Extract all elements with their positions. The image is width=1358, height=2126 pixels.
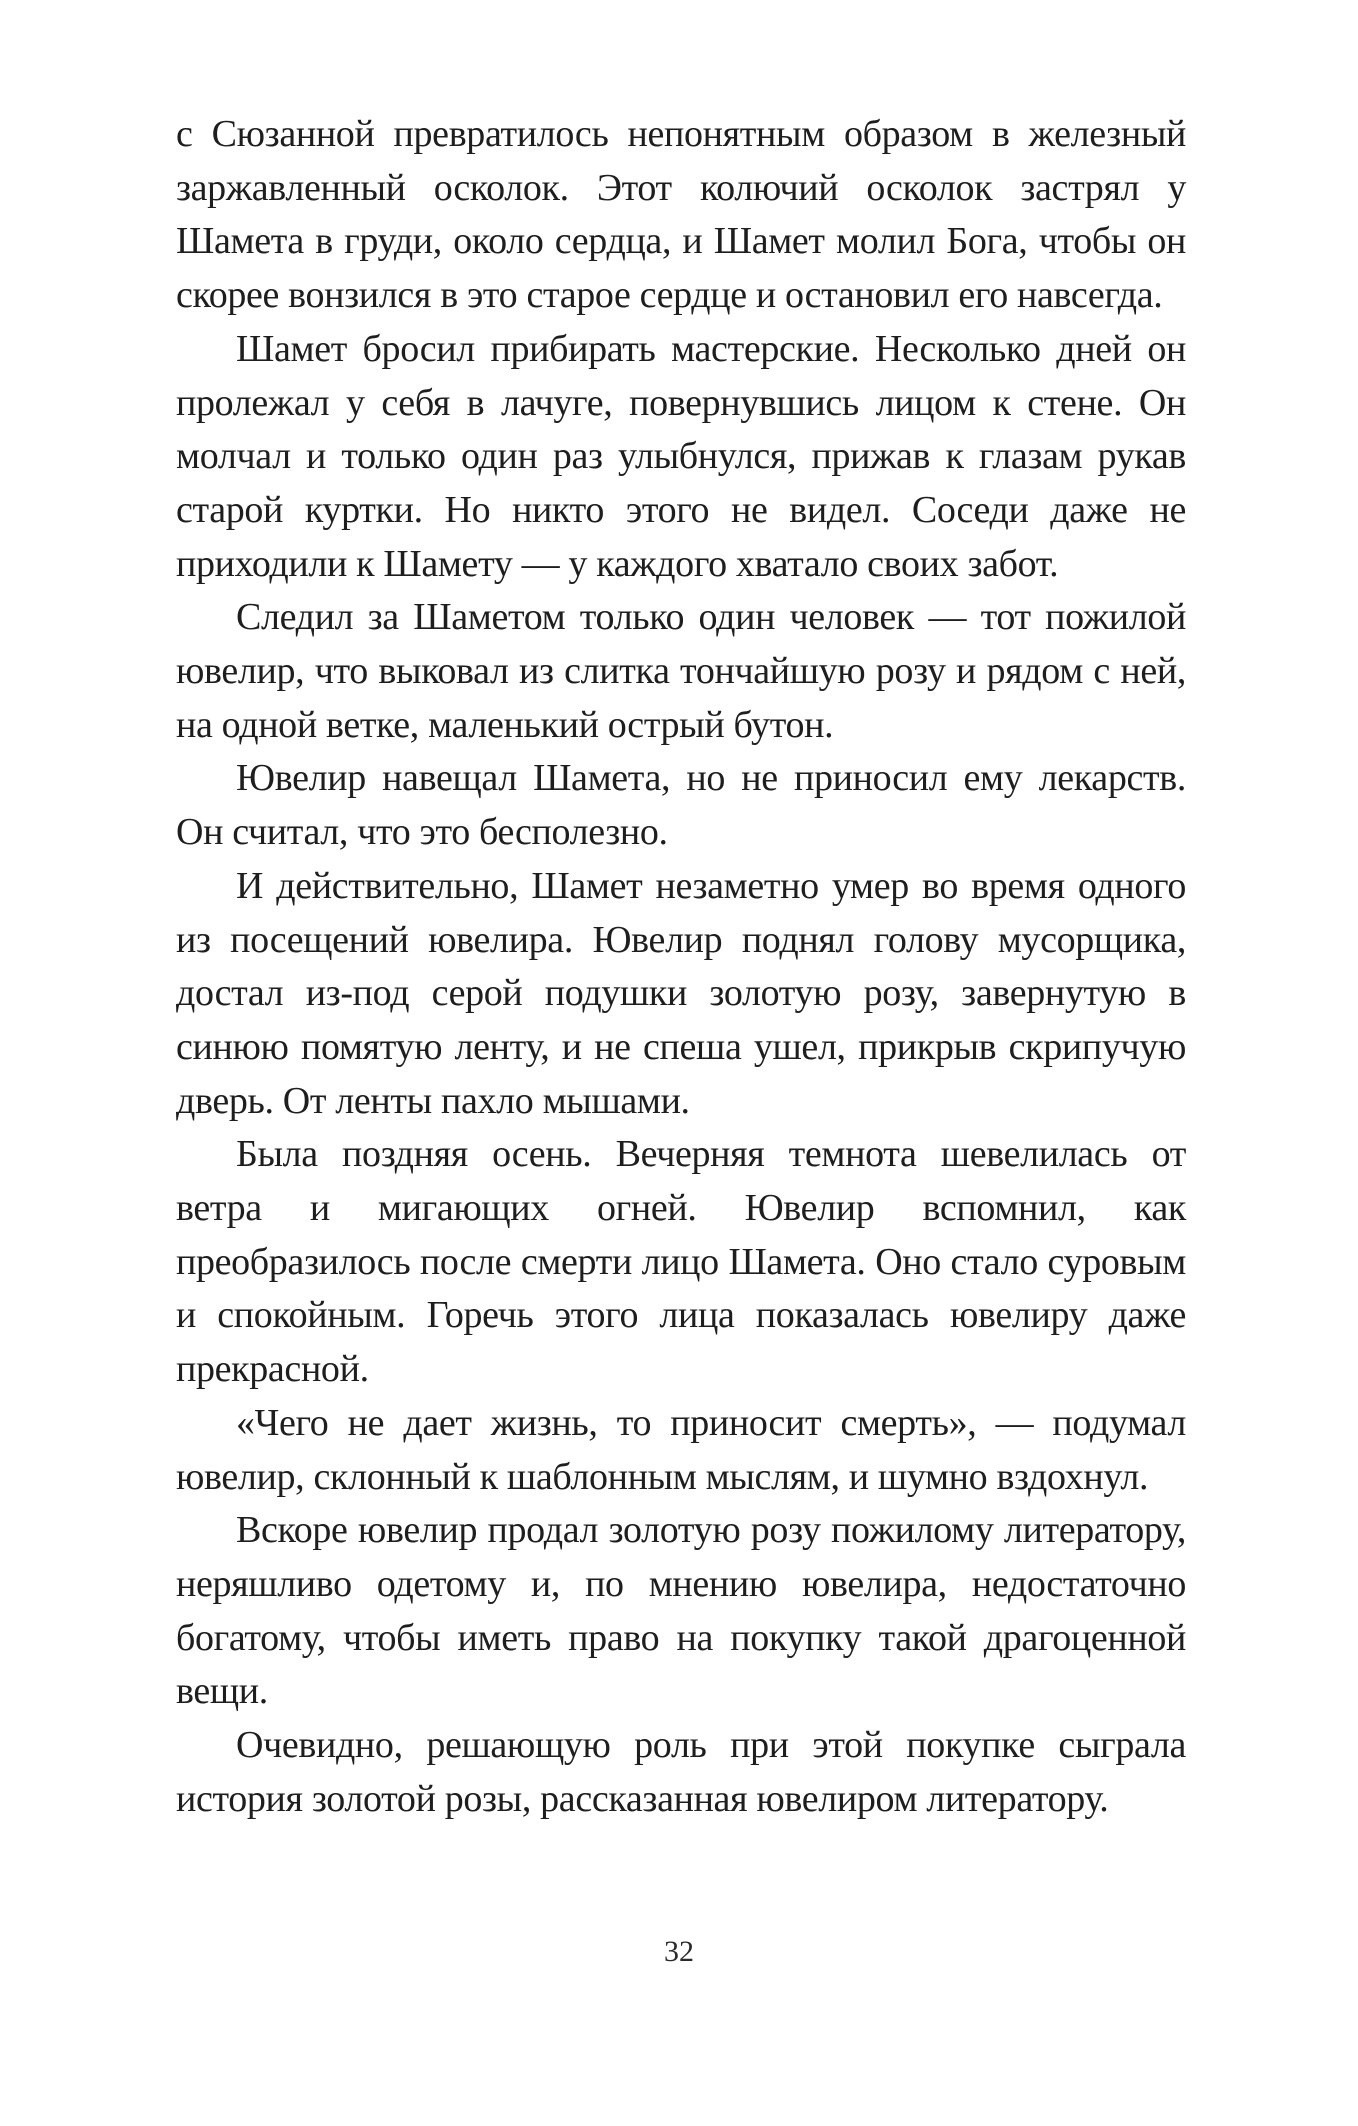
paragraph-5: И действительно, Шамет незаметно умер во время одного из посещений ювелира. Ювелир поднял голову мусорщика, достал из-под серой подушки золотую розу, завернутую в синюю помятую ленту, и не спеша ушел, прикрыв скрипучую дверь. От ленты пахло мышами. <box>176 864 1186 1122</box>
paragraph-4: Ювелир навещал Шамета, но не приносил ему лекарств. Он считал, что это бесполезно. <box>176 757 1186 854</box>
paragraph-3: Следил за Шаметом только один человек — тот пожилой ювелир, что выковал из слитка тончайшую розу и рядом с ней, на одной ветке, маленький острый бутон. <box>176 596 1186 746</box>
paragraph-1: с Сюзанной превратилось непонятным образом в железный заржавленный осколок. Этот колючий осколок застрял у Шамета в груди, около сердца, и Шамет молил Бога, чтобы он скорее вонзился в это старое сердце и остановил его навсегда. <box>176 113 1186 317</box>
paragraph-7: «Чего не дает жизнь, то приносит смерть», — подумал ювелир, склонный к шаблонным мыслям, и шумно вздохнул. <box>176 1401 1186 1498</box>
paragraph-9: Очевидно, решающую роль при этой покупке сыграла история золотой розы, рассказанная ювелиром литератору. <box>176 1724 1186 1820</box>
paragraph-8: Вскоре ювелир продал золотую розу пожилому литератору, неряшливо одетому и, по мнению ювелира, недостаточно богатому, чтобы иметь право на покупку такой драгоценной вещи. <box>176 1509 1186 1713</box>
paragraph-6: Была поздняя осень. Вечерняя темнота шевелилась от ветра и мигающих огней. Ювелир вспомнил, как преобразилось после смерти лицо Шамета. Оно стало суровым и спокойным. Горечь этого лица показалась ювелиру даже прекрасной. <box>176 1133 1186 1391</box>
paragraph-2: Шамет бросил прибирать мастерские. Несколько дней он пролежал у себя в лачуге, повернувшись лицом к стене. Он молчал и только один раз улыбнулся, прижав к глазам рукав старой куртки. Но никто этого не видел. Соседи даже не приходили к Шамету — у каждого хватало своих забот. <box>176 327 1186 585</box>
page-number: 32 <box>664 1935 694 1968</box>
body-text <box>176 108 1186 1827</box>
